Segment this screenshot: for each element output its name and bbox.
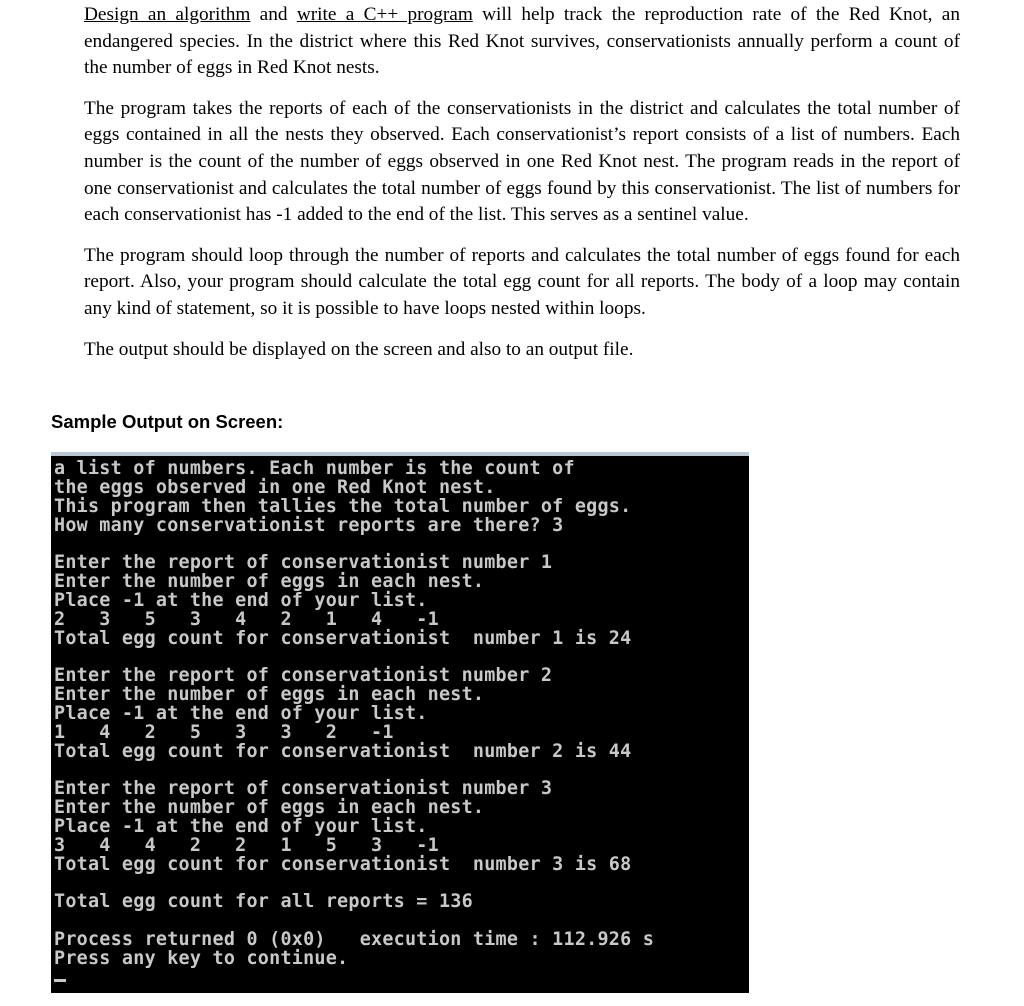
console-line: This program then tallies the total number of eggs.	[54, 495, 632, 517]
console-line: Place -1 at the end of your list.	[54, 589, 428, 611]
paragraph-output-description: The output should be displayed on the screen and also to an output file.	[84, 338, 634, 360]
console-line: Place -1 at the end of your list.	[54, 816, 428, 838]
paragraph-loop-description: The program should loop through the number of reports and calculates the total number of eggs found for each report. Also, your program should calculate the total egg count for all reports. The body of a loop may contain any kind of statement, so it is possible to have loops nested within loops.	[84, 244, 960, 319]
console-line: Enter the report of conservationist number 3	[54, 778, 553, 800]
console-line: the eggs observed in one Red Knot nest.	[54, 476, 496, 498]
console-line: How many conservationist reports are there? 3	[54, 514, 564, 536]
console-line: Enter the report of conservationist number 2	[54, 665, 553, 687]
console-line: Total egg count for conservationist number 3 is 68	[54, 853, 632, 875]
console-line: Press any key to continue.	[54, 947, 349, 969]
console-line: 1 4 2 5 3 3 2 -1	[54, 721, 394, 743]
console-line: Enter the number of eggs in each nest.	[54, 684, 485, 706]
console-output	[54, 460, 749, 969]
console-line: Total egg count for conservationist number 2 is 44	[54, 740, 632, 762]
console-line: Process returned 0 (0x0) execution time : 112.926 s	[54, 929, 655, 951]
intro-and: and	[250, 4, 297, 25]
console-line: a list of numbers. Each number is the count of	[54, 458, 575, 479]
console-line: Enter the report of conservationist number 1	[54, 552, 553, 574]
console-cursor	[54, 979, 66, 982]
sample-output-heading: Sample Output on Screen:	[51, 411, 284, 432]
console-line: 2 3 5 3 4 2 1 4 -1	[54, 608, 439, 630]
console-line: Enter the number of eggs in each nest.	[54, 571, 485, 593]
console-line: Place -1 at the end of your list.	[54, 702, 428, 724]
intro-rest: will help track the reproduction rate of the Red Knot, an endangered species. In the district where this Red Knot survives, conservationists annually perform a count of the number of eggs in Red Knot nests.	[84, 4, 960, 79]
cursor-line	[54, 969, 749, 987]
write-program-link[interactable]: write a C++ program	[296, 4, 473, 25]
console-window	[51, 452, 749, 993]
console-line: Enter the number of eggs in each nest.	[54, 797, 485, 819]
assignment-text	[84, 2, 960, 363]
console-line: Total egg count for all reports = 136	[54, 891, 473, 913]
paragraph-program-description: The program takes the reports of each of the conservationists in the district and calculates the total number of eggs contained in all the nests they observed. Each conservationist’s report consists of a list of numbers. Each number is the count of the number of eggs observed in one Red Knot nest. The program reads in the report of one conservationist and calculates the total number of eggs found by this conservationist. The list of numbers for each conservationist has -1 added to the end of the list. This serves as a sentinel value.	[84, 97, 960, 226]
console-line: 3 4 4 2 2 1 5 3 -1	[54, 834, 439, 856]
design-algorithm-link[interactable]: Design an algorithm	[84, 4, 251, 25]
console-line: Total egg count for conservationist number 1 is 24	[54, 627, 632, 649]
paragraph-intro	[84, 2, 960, 82]
